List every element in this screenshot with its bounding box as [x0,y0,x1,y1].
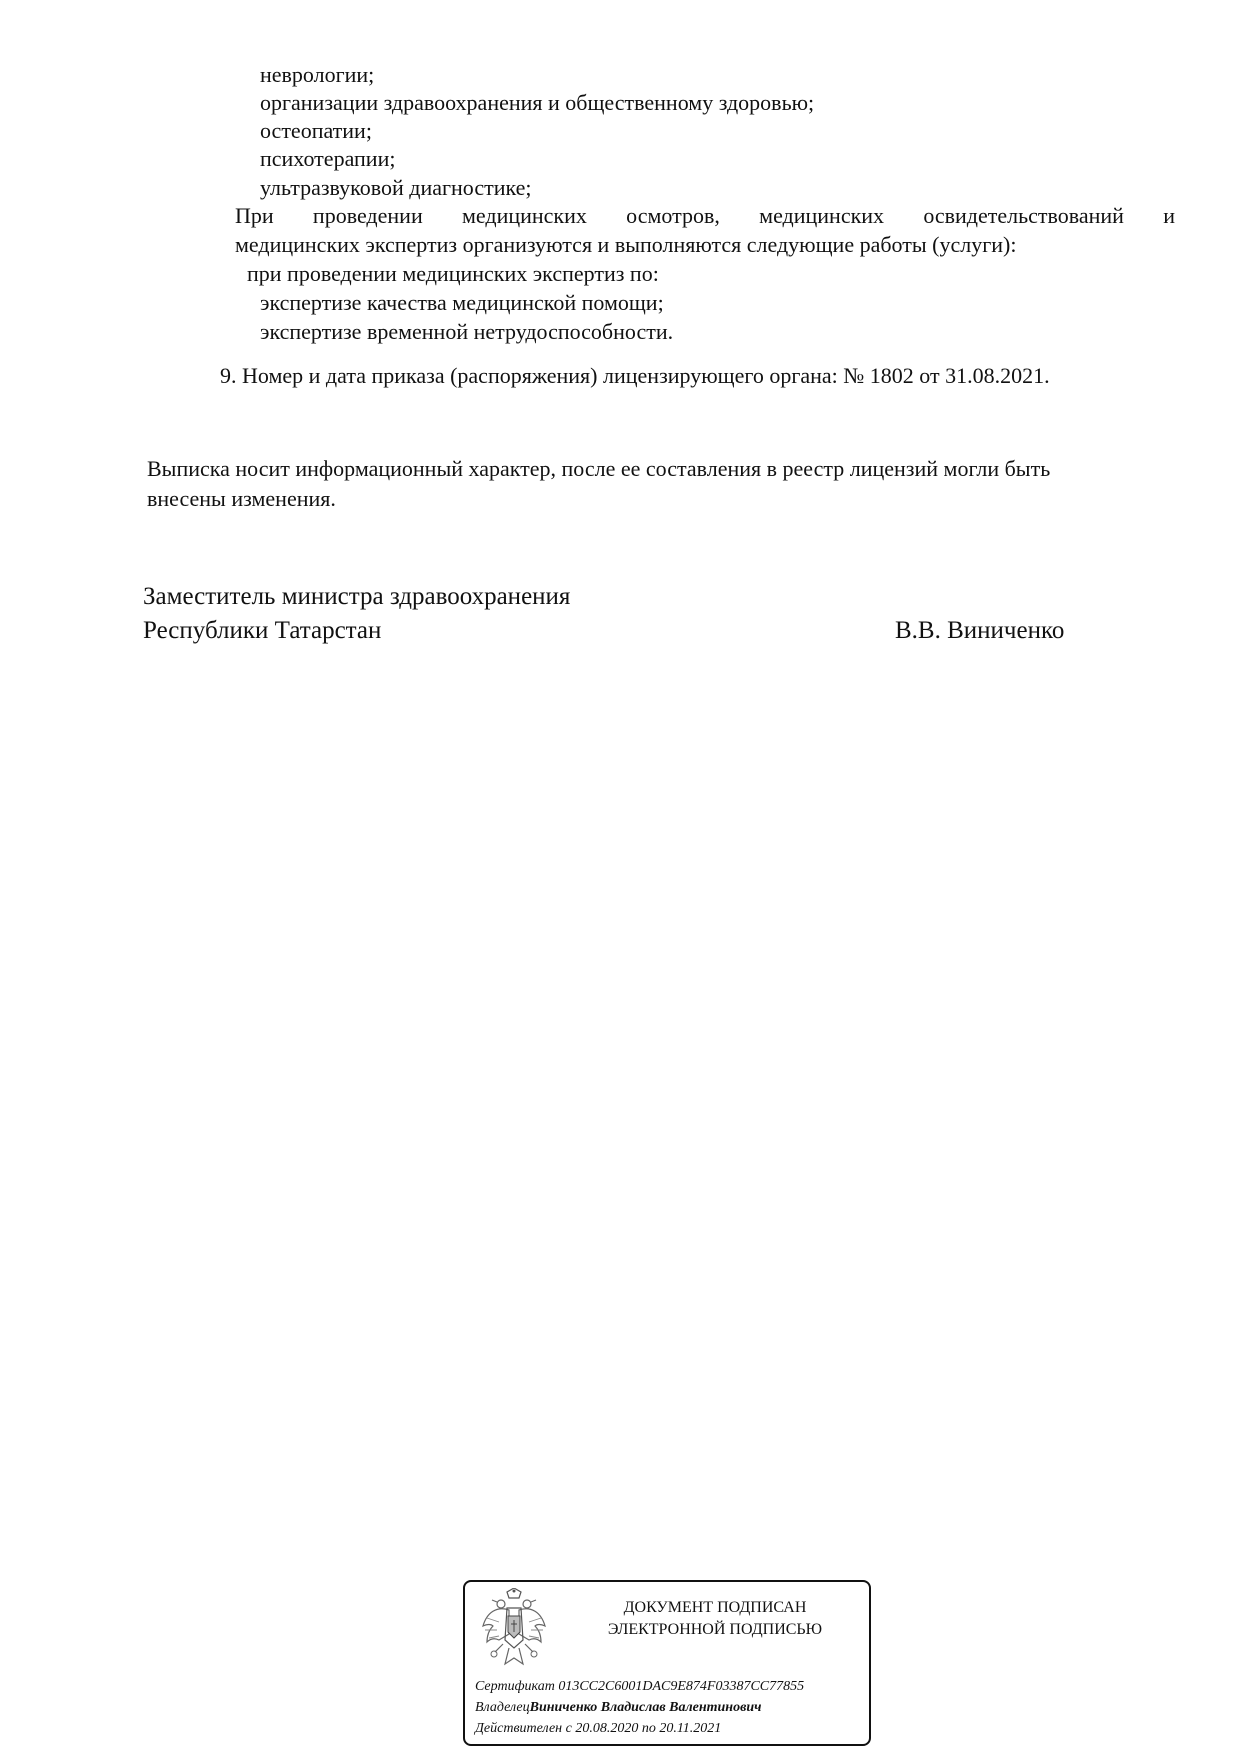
owner-name: Виниченко Владислав Валентинович [529,1700,762,1715]
stamp-owner [475,1699,761,1717]
order-line: 9. Номер и дата приказа (распоряжения) лицензирующего органа: № 1802 от 31.08.2021. [220,363,1050,388]
list-item: остеопатии; [260,118,372,143]
list-item: организации здравоохранения и общественному здоровью; [260,90,815,115]
list-item: психотерапии; [260,146,396,171]
list-item: ультразвуковой диагностике; [260,175,532,200]
signatory-name: В.В. Виниченко [895,617,1065,644]
list-item: неврологии; [260,62,375,87]
notice-line2: внесены изменения. [147,486,336,511]
exams-item: экспертизе временной нетрудоспособности. [260,319,674,344]
stamp-title-line1: ДОКУМЕНТ ПОДПИСАН [623,1599,807,1616]
stamp-validity: Действителен с 20.08.2020 по 20.11.2021 [475,1721,722,1736]
stamp-title-line2: ЭЛЕКТРОННОЙ ПОДПИСЬЮ [607,1621,823,1638]
certificate-label: Сертификат [475,1679,555,1694]
exams-item: экспертизе качества медицинской помощи; [260,290,664,315]
certificate-number: 013CC2C6001DAC9E874F03387CC77855 [558,1679,805,1694]
exams-subheading: при проведении медицинских экспертиз по: [247,261,659,286]
exams-paragraph-line1: При проведении медицинских осмотров, медицинских освидетельствований и [235,203,1175,228]
owner-label: Владелец [475,1700,530,1715]
exams-paragraph-line2: медицинских экспертиз организуются и выполняются следующие работы (услуги): [235,232,1017,257]
electronic-signature-stamp [463,1580,871,1746]
notice-line1: Выписка носит информационный характер, после ее составления в реестр лицензий могли быть [147,456,1051,481]
stamp-certificate [475,1678,804,1696]
signatory-position-line1: Заместитель министра здравоохранения [143,583,571,610]
coat-of-arms-icon [479,1588,549,1674]
signatory-position-line2: Республики Татарстан [143,617,382,644]
